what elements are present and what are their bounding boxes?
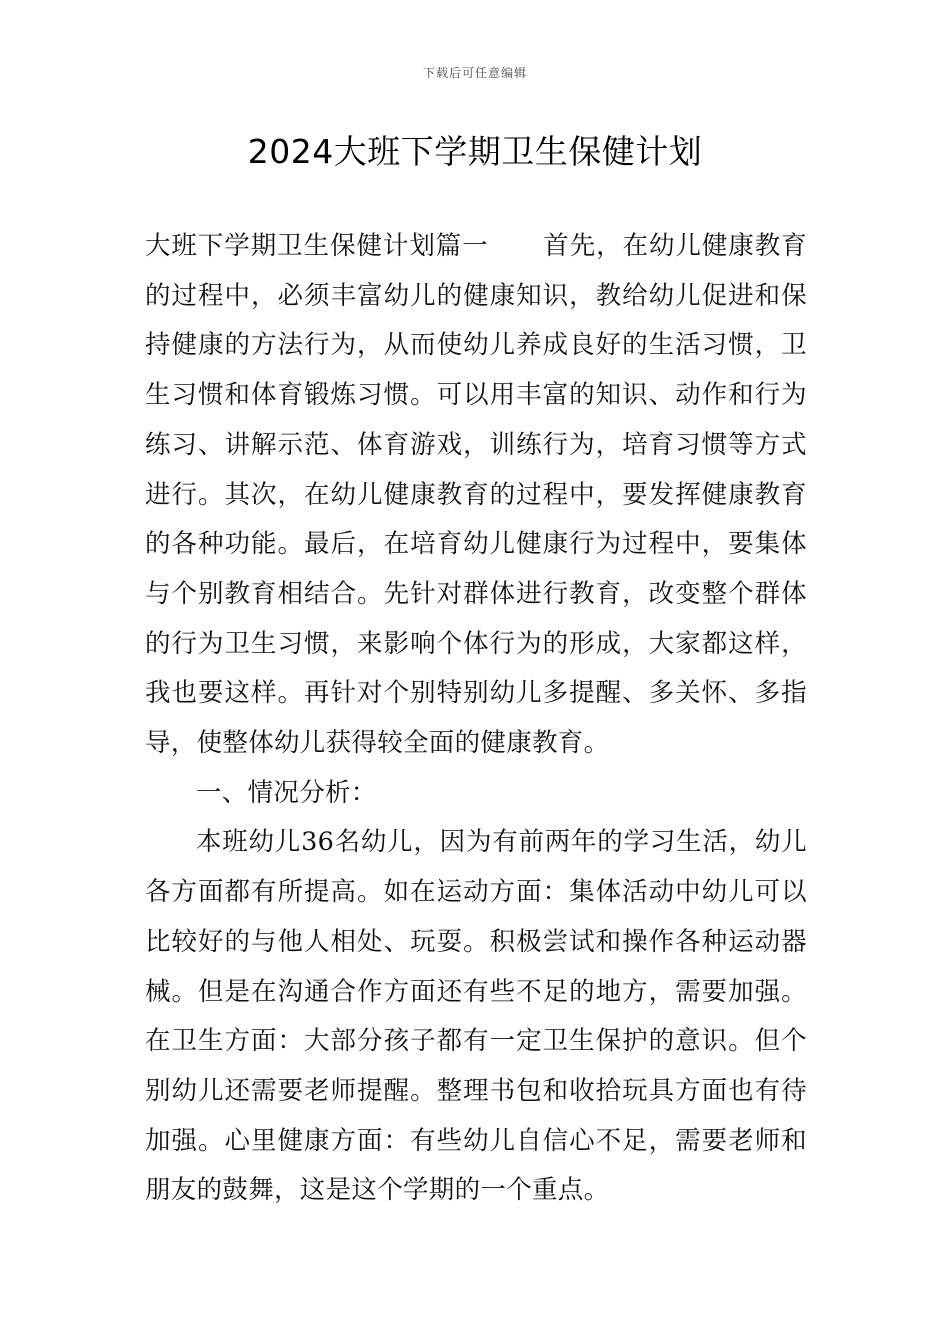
document-body (145, 222, 807, 1216)
section-paragraph: 本班幼儿36名幼儿，因为有前两年的学习生活，幼儿各方面都有所提高。如在运动方面：集体活动中幼儿可以比较好的与他人相处、玩耍。积极尝试和操作各种运动器械。但是在沟通合作方面还有些不足的地方，需要加强。在卫生方面：大部分孩子都有一定卫生保护的意识。但个别幼儿还需要老师提醒。整理书包和收拾玩具方面也有待加强。心里健康方面：有些幼儿自信心不足，需要老师和朋友的鼓舞，这是这个学期的一个重点。 (145, 827, 807, 1206)
document-title: 2024大班下学期卫生保健计划 (247, 132, 703, 171)
section-heading: 一、情况分析： (196, 777, 377, 808)
intro-lead: 大班下学期卫生保健计划篇一 (145, 231, 489, 261)
header-note: 下载后可任意编辑 (422, 66, 527, 80)
intro-paragraph (145, 222, 807, 769)
intro-text: 首先，在幼儿健康教育的过程中，必须丰富幼儿的健康知识，教给幼儿促进和保持健康的方法行为，从而使幼儿养成良好的生活习惯，卫生习惯和体育锻炼习惯。可以用丰富的知识、动作和行为练习、讲解示范、体育游戏，训练行为，培育习惯等方式进行。其次，在幼儿健康教育的过程中，要发挥健康教育的各种功能。最后，在培育幼儿健康行为过程中，要集体与个别教育相结合。先针对群体进行教育，改变整个群体的行为卫生习惯，来影响个体行为的形成，大家都这样，我也要这样。再针对个别特别幼儿多提醒、多关怀、多指导，使整体幼儿获得较全面的健康教育。 (145, 231, 807, 759)
